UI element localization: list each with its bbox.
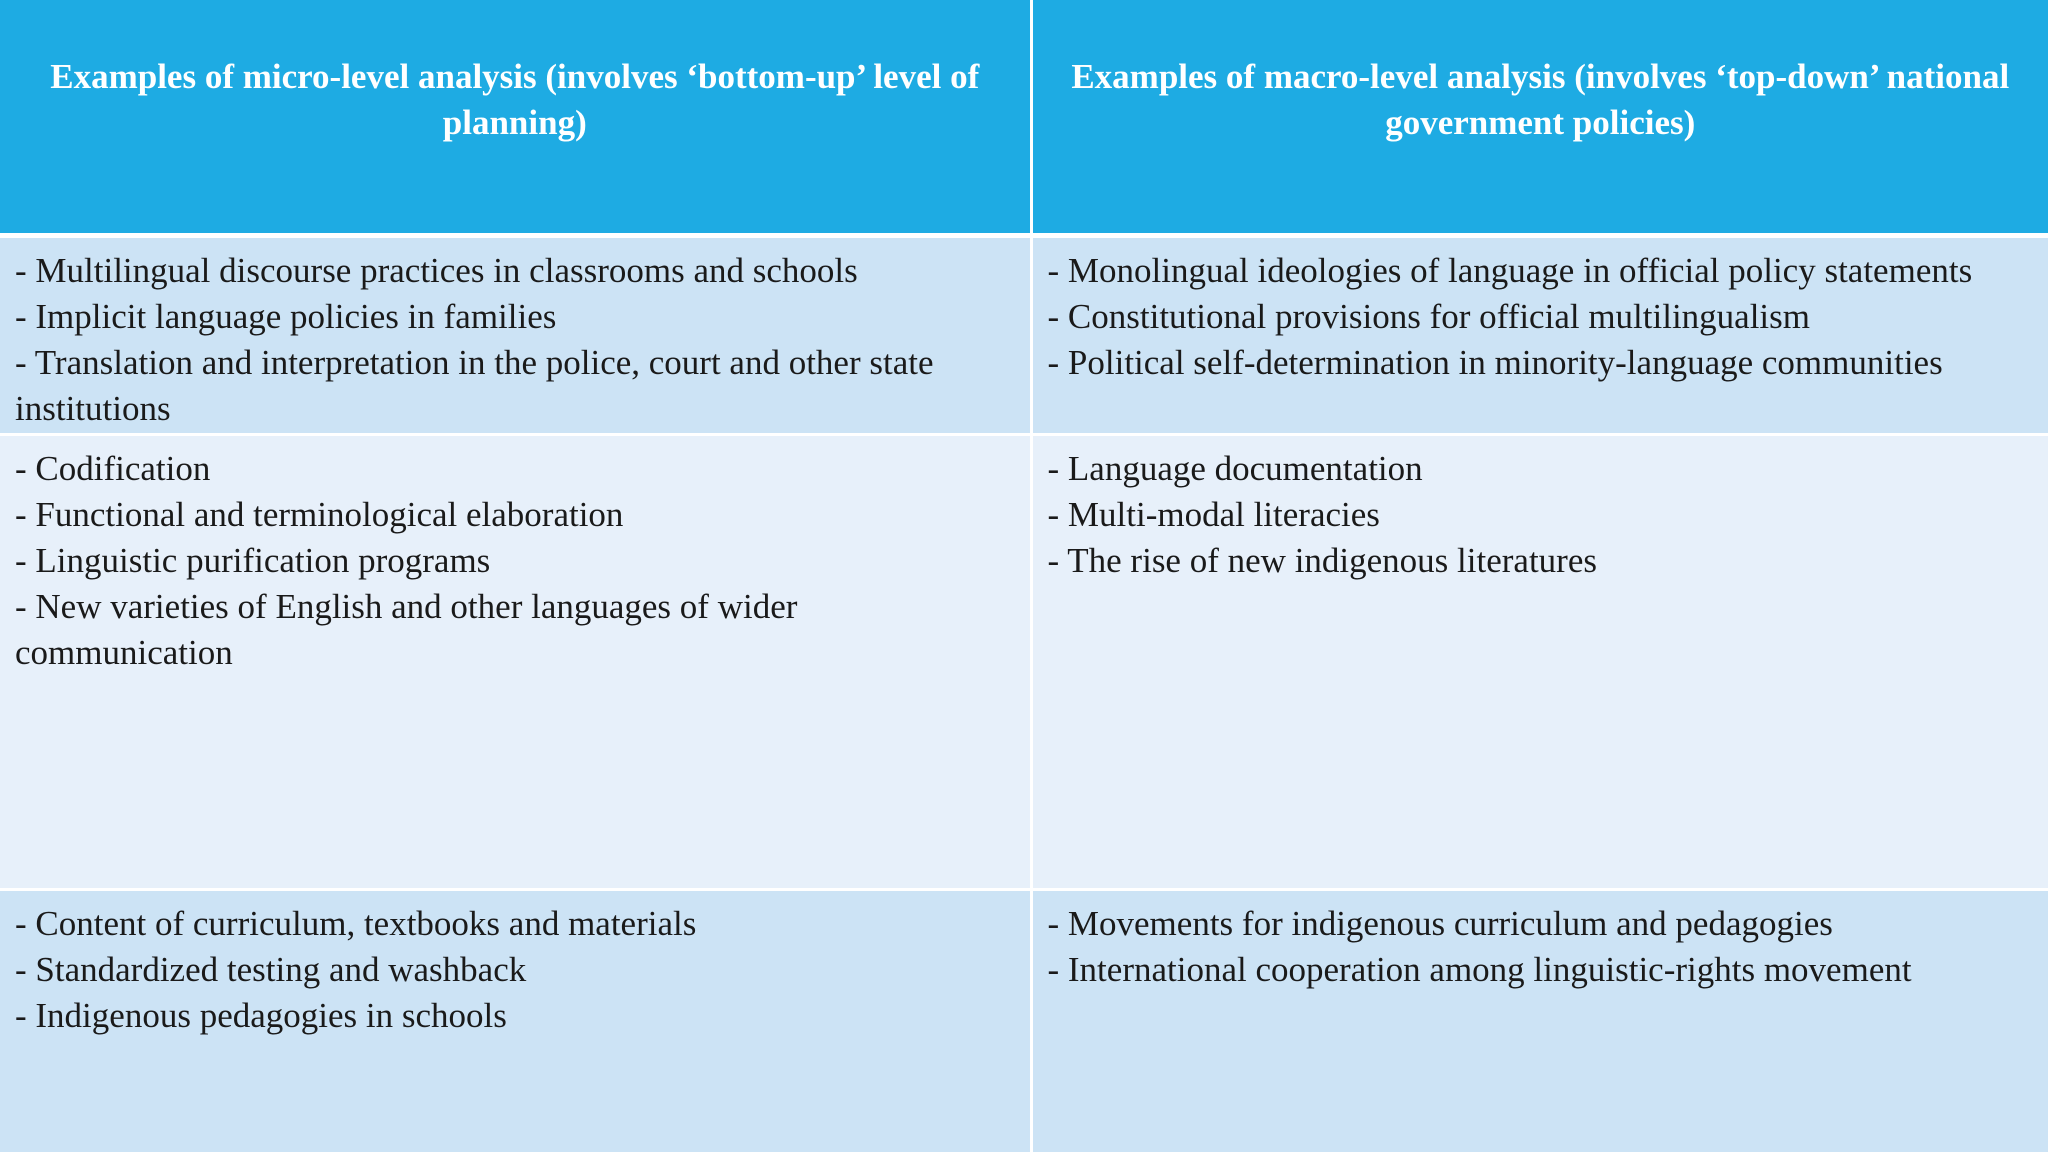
list-item: - Constitutional provisions for official multilingualism (1047, 296, 1810, 336)
list-item: - The rise of new indigenous literatures (1047, 540, 1597, 580)
list-item: - Political self-determination in minority-language communities (1047, 342, 1943, 382)
macro-cell (1031, 889, 2048, 1152)
list-item: - Multi-modal literacies (1047, 494, 1380, 534)
micro-cell (0, 235, 1031, 434)
header-macro-level: Examples of macro-level analysis (involves ‘top-down’ national government policies) (1031, 0, 2048, 235)
list-item: - Language documentation (1047, 448, 1423, 488)
micro-cell (0, 889, 1031, 1152)
list-item: - Movements for indigenous curriculum and pedagogies (1047, 903, 1833, 943)
list-item: - Translation and interpretation in the police, court and other state institutions (15, 342, 934, 428)
table-row (0, 235, 2048, 434)
table-row (0, 889, 2048, 1152)
list-item: - Content of curriculum, textbooks and materials (15, 903, 697, 943)
micro-cell (0, 434, 1031, 889)
table-header-row (0, 0, 2048, 235)
list-item: - Linguistic purification programs (15, 540, 491, 580)
list-item: - International cooperation among linguistic-rights movement (1047, 949, 1912, 989)
macro-cell (1031, 434, 2048, 889)
header-micro-level: Examples of micro-level analysis (involves ‘bottom-up’ level of planning) (0, 0, 1031, 235)
table-row (0, 434, 2048, 889)
list-item: - Functional and terminological elaboration (15, 494, 624, 534)
list-item: - Implicit language policies in families (15, 296, 557, 336)
list-item: - Standardized testing and washback (15, 949, 527, 989)
list-item: - Monolingual ideologies of language in official policy statements (1047, 250, 1973, 290)
list-item: - Multilingual discourse practices in classrooms and schools (15, 250, 858, 290)
list-item: - Indigenous pedagogies in schools (15, 995, 507, 1035)
list-item: - Codification (15, 448, 211, 488)
list-item: - New varieties of English and other languages of wider communication (15, 586, 798, 672)
macro-cell (1031, 235, 2048, 434)
